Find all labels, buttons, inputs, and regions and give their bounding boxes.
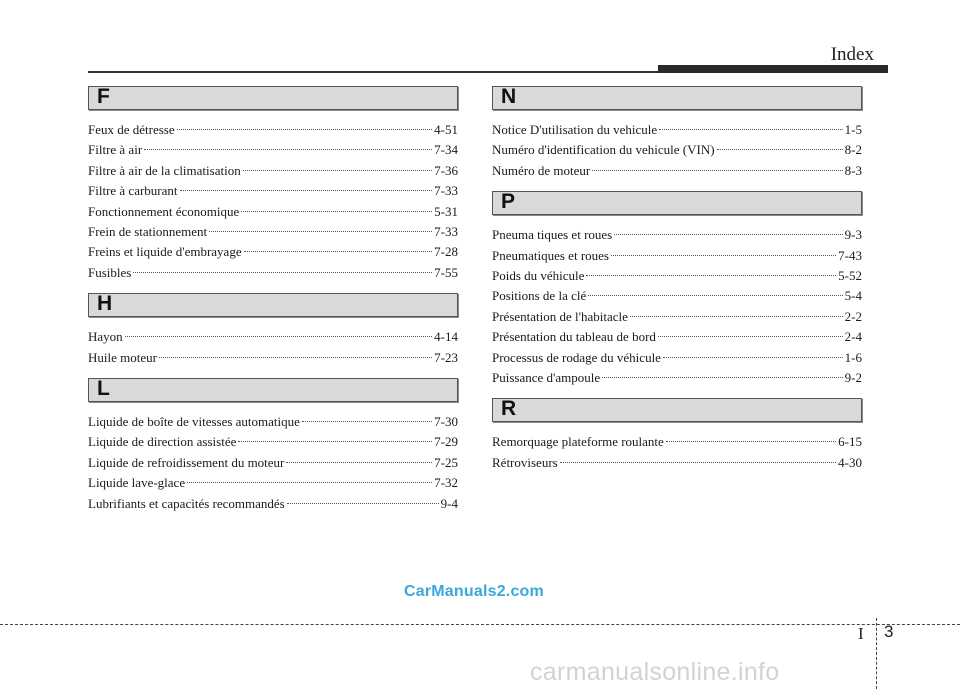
index-entry-label: Liquide de direction assistée — [88, 434, 237, 450]
index-entry-page: 1-6 — [844, 349, 862, 365]
index-entry-page: 2-4 — [844, 329, 862, 345]
index-entry-label: Pneuma tiques et roues — [492, 227, 613, 243]
index-entry-label: Pneumatiques et roues — [492, 247, 609, 263]
index-entry-label: Remorquage plateforme roulante — [492, 434, 664, 450]
index-entry-label: Positions de la clé — [492, 288, 587, 304]
dot-leader — [209, 231, 432, 232]
index-entry — [88, 181, 458, 201]
index-entry-page: 7-30 — [434, 414, 458, 430]
page-section-letter: I — [858, 624, 864, 643]
index-entry-label: Liquide de refroidissement du moteur — [88, 454, 285, 470]
section-header — [88, 378, 458, 402]
dot-leader — [663, 357, 843, 358]
index-entry — [492, 161, 862, 181]
index-entry — [492, 453, 862, 473]
dot-leader — [243, 170, 432, 171]
index-entry — [88, 432, 458, 452]
dot-leader — [125, 336, 432, 337]
dot-leader — [611, 255, 836, 256]
index-entry-page: 4-14 — [434, 329, 458, 345]
index-entry-label: Fusibles — [88, 264, 132, 280]
header-rule-accent — [658, 65, 888, 73]
index-entry-page: 8-3 — [844, 162, 862, 178]
index-entry — [88, 348, 458, 368]
index-entry-page: 7-23 — [434, 349, 458, 365]
index-entry-page: 4-51 — [434, 122, 458, 137]
dot-leader — [159, 357, 432, 358]
index-entry — [492, 327, 862, 347]
index-entry-label: Frein de stationnement — [88, 224, 208, 240]
index-entry-label: Hayon — [88, 329, 123, 345]
section-header — [88, 86, 458, 110]
index-entry — [88, 412, 458, 432]
index-entry-list — [88, 317, 458, 368]
index-entry-page: 7-32 — [434, 475, 458, 491]
index-entry-page: 7-43 — [838, 247, 862, 263]
dot-leader — [717, 149, 843, 150]
index-entry-page: 7-33 — [434, 224, 458, 240]
index-entry — [492, 432, 862, 452]
dot-leader — [614, 234, 842, 235]
bottom-watermark: carmanualsonline.info — [530, 658, 780, 686]
index-entry-label: Freins et liquide d'embrayage — [88, 244, 242, 260]
page-title: Index — [830, 44, 874, 65]
index-entry — [492, 307, 862, 327]
section-header — [492, 398, 862, 422]
index-entry-page: 7-33 — [434, 183, 458, 199]
dot-leader — [144, 149, 432, 150]
index-entry-page: 8-2 — [844, 142, 862, 158]
index-entry-page: 9-3 — [844, 227, 862, 243]
dot-leader — [241, 211, 432, 212]
dot-leader — [602, 377, 843, 378]
index-entry — [492, 225, 862, 245]
dot-leader — [287, 503, 439, 504]
index-entry-label: Notice D'utilisation du vehicule — [492, 122, 658, 137]
index-entry-page: 4-30 — [838, 454, 862, 470]
index-entry-page: 9-2 — [844, 370, 862, 386]
footer-vertical-divider — [876, 618, 877, 689]
index-entry-label: Filtre à carburant — [88, 183, 178, 199]
index-entry-page: 7-34 — [434, 142, 458, 158]
index-entry-page: 6-15 — [838, 434, 862, 450]
dot-leader — [560, 462, 836, 463]
index-entry — [492, 120, 862, 140]
index-entry — [492, 286, 862, 306]
section-letter: F — [97, 85, 110, 108]
dot-leader — [180, 190, 433, 191]
index-entry — [88, 242, 458, 262]
index-entry — [88, 453, 458, 473]
index-entry-label: Filtre à air — [88, 142, 143, 158]
index-entry-list — [492, 215, 862, 388]
index-column-left — [88, 86, 458, 524]
section-letter: N — [501, 85, 517, 108]
index-entry-page: 2-2 — [844, 308, 862, 324]
section-header — [492, 86, 862, 110]
index-entry-page: 7-29 — [434, 434, 458, 450]
index-entry-label: Feux de détresse — [88, 122, 175, 137]
index-entry-label: Rétroviseurs — [492, 454, 558, 470]
index-entry-page: 1-5 — [844, 122, 862, 137]
index-entry-label: Lubrifiants et capacìtés recommandés — [88, 495, 285, 511]
index-entry — [492, 348, 862, 368]
section-letter: R — [501, 397, 517, 421]
index-entry-label: Liquide de boîte de vitesses automatique — [88, 414, 300, 430]
index-entry-label: Présentation du tableau de bord — [492, 329, 656, 345]
index-entry-page: 9-4 — [440, 495, 458, 511]
dot-leader — [187, 482, 432, 483]
section-letter: H — [97, 292, 113, 316]
section-header — [492, 191, 862, 215]
index-entry — [88, 120, 458, 140]
dot-leader — [586, 275, 836, 276]
index-entry-label: Présentation de l'habitacle — [492, 308, 628, 324]
index-entry — [88, 473, 458, 493]
dot-leader — [666, 441, 836, 442]
index-entry-page: 7-28 — [434, 244, 458, 260]
index-entry — [492, 140, 862, 160]
index-entry-label: Fonctionnement économique — [88, 203, 240, 219]
index-entry-page: 7-55 — [434, 264, 458, 280]
index-entry-label: Numéro d'identification du vehicule (VIN) — [492, 142, 715, 158]
dot-leader — [592, 170, 842, 171]
index-entry-label: Huile moteur — [88, 349, 157, 365]
dot-leader — [588, 295, 842, 296]
dot-leader — [244, 251, 433, 252]
index-entry — [492, 368, 862, 388]
index-entry — [88, 140, 458, 160]
dot-leader — [659, 129, 842, 130]
footer-divider — [0, 624, 960, 625]
index-entry — [88, 494, 458, 514]
index-entry-list — [492, 110, 862, 181]
dot-leader — [133, 272, 432, 273]
dot-leader — [658, 336, 843, 337]
section-letter: P — [501, 190, 516, 214]
index-entry — [88, 161, 458, 181]
index-entry-page: 5-52 — [838, 268, 862, 284]
index-entry — [492, 266, 862, 286]
index-entry-page: 5-4 — [844, 288, 862, 304]
dot-leader — [302, 421, 432, 422]
index-entry-label: Numéro de moteur — [492, 162, 591, 178]
index-entry-list — [492, 422, 862, 473]
index-entry-page: 7-36 — [434, 162, 458, 178]
index-entry — [88, 263, 458, 283]
index-entry-page: 5-31 — [434, 203, 458, 219]
dot-leader — [630, 316, 843, 317]
index-entry-label: Processus de rodage du véhicule — [492, 349, 661, 365]
index-entry-label: Liquide lave-glace — [88, 475, 186, 491]
dot-leader — [177, 129, 433, 130]
index-column-right — [492, 86, 862, 483]
watermark-logo[interactable]: CarManuals2.com — [404, 583, 544, 600]
index-entry — [88, 222, 458, 242]
index-entry-list — [88, 110, 458, 283]
page-number: 3 — [884, 622, 894, 641]
index-entry-page: 7-25 — [434, 454, 458, 470]
section-header — [88, 293, 458, 317]
index-entry — [492, 246, 862, 266]
index-entry-label: Puìssance d'ampoule — [492, 370, 601, 386]
index-entry-label: Filtre à air de la climatisation — [88, 162, 241, 178]
index-entry-label: Poids du véhicule — [492, 268, 585, 284]
dot-leader — [238, 441, 432, 442]
index-entry — [88, 327, 458, 347]
dot-leader — [286, 462, 432, 463]
index-entry — [88, 202, 458, 222]
section-letter: L — [97, 377, 110, 401]
index-entry-list — [88, 402, 458, 514]
